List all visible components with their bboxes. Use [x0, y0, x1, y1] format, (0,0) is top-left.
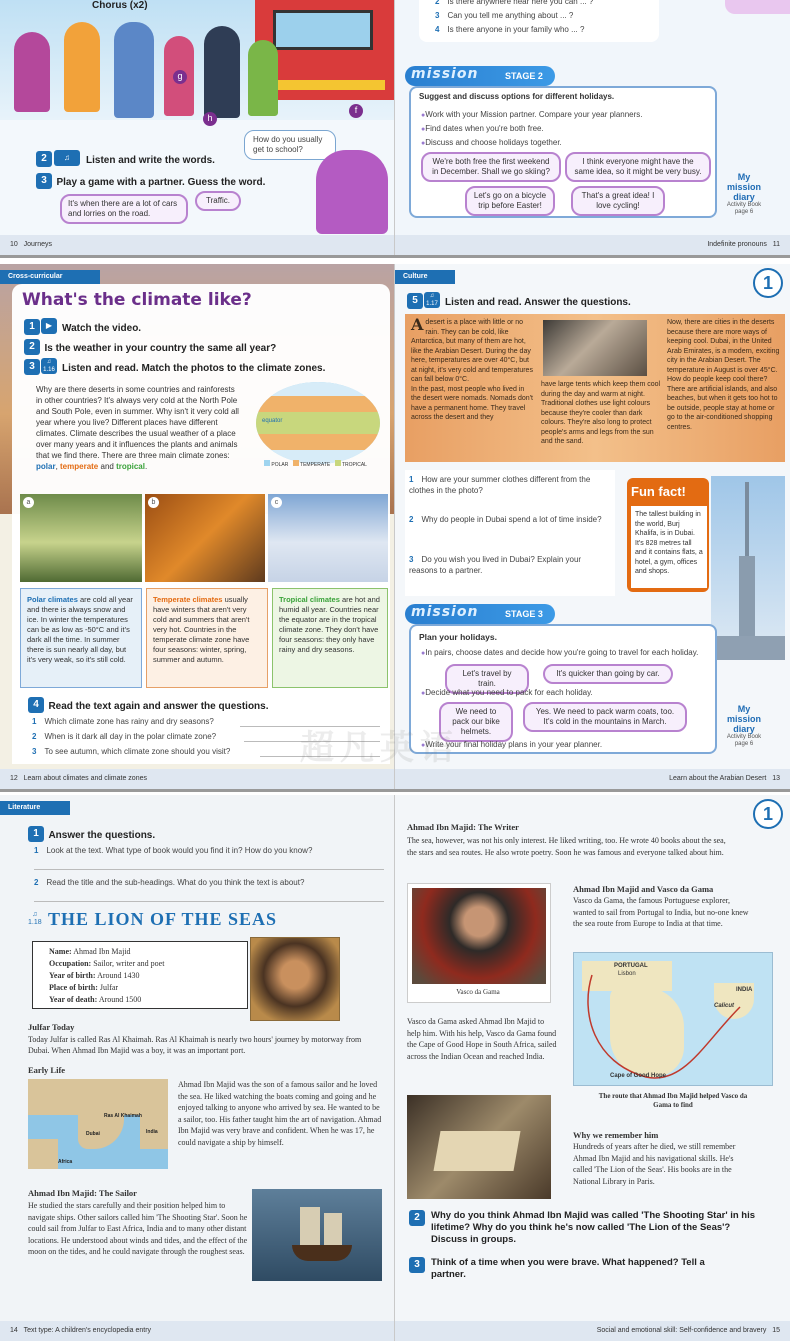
mission-stage-2-banner: [405, 66, 555, 86]
question-2: 2 Is there anywhere near here you can ... ?: [435, 0, 594, 6]
fact-box: [32, 941, 248, 1009]
page-number: 10: [10, 241, 18, 248]
route-label: Calicut: [714, 1003, 735, 1009]
mission-diary-badge: My mission diary Activity Book page 6: [726, 172, 762, 215]
spread-2: [0, 264, 790, 792]
nomads-photo: [543, 320, 647, 376]
question-4: 4 Is there anyone in your family who ... ?: [435, 25, 585, 34]
footer-left: [0, 235, 394, 255]
bubble-bicycle: Let's go on a bicycle trip before Easter!: [465, 186, 555, 216]
vdg-caption: Vasco da Gama: [456, 988, 500, 996]
bubble-busy: I think everyone might have the same idea, so it might be very busy.: [565, 152, 711, 182]
desert-text-col3: Now, there are cities in the deserts because there are more ways of keeping cool. Dubai, in the United Arab Emirates, is a modern, exciting city in the Arabian Desert. The temperature in August is over 45°C. How do people keep cool there? There are artificial islands, and also beaches, but when it gets too hot to be outside, people stay at home or go to the air-conditioned shopping centres.: [667, 319, 780, 431]
world-map-climate-zones: [256, 382, 380, 464]
map-label: India: [146, 1129, 158, 1135]
task-1: 1 Answer the questions.: [28, 825, 155, 843]
desert-text-col1: Adesert is a place with little or no rain. They can be cold, like Antarctica, but many of them are hot, like the Arabian Desert. During the day here, temperatures are over 40°C, but at night, it's very cold and temperatures can fall below 0°C. In the past, most people who lived in the desert were nomads. Nomads don't have a permanent home. They travel across the desert and they: [411, 315, 533, 421]
task-3: 3 ♫ 1.16 Listen and read. Match the photos to the climate zones.: [24, 358, 325, 376]
mission-bullet-3: ● Discuss and choose holidays together.: [421, 136, 562, 150]
route-label: INDIA: [736, 987, 753, 993]
tropical-box: Tropical climates are hot and humid all year. Countries near the equator are in the tropical climate zone. They don't have four seasons: they only have rainy and dry seasons.: [272, 588, 388, 688]
stage-label: STAGE 2: [505, 71, 543, 81]
page-12: [0, 264, 395, 789]
mission-stage-3-banner: [405, 604, 555, 624]
region-map: [28, 1079, 168, 1169]
mission-logo: mission: [411, 66, 479, 82]
task-5: 5 ♫ 1.17 Listen and read. Answer the questions.: [407, 292, 631, 310]
pink-corner: [725, 0, 790, 14]
route-label: Cape of Good Hope: [610, 1073, 666, 1079]
task-3-text: Listen and read. Match the photos to the climate zones.: [62, 363, 326, 374]
left-question-2: 2 When is it dark all day in the polar climate zone?: [32, 732, 217, 741]
footer-text: Journeys: [23, 241, 53, 248]
footer-text: Indefinite pronouns: [707, 241, 767, 248]
fun-fact-text: The tallest building in the world, Burj Khalifa, is in Dubai. It's 828 metres tall and it contains flats, a hotel, a gym, offices and shops.: [631, 506, 707, 588]
question-3: 3 Can you tell me anything about ... ?: [435, 11, 574, 20]
page-13: [395, 264, 790, 789]
fun-fact-box: [627, 478, 709, 592]
julfar-text: Today Julfar is called Ras Al Khaimah. Ras Al Khaimah is nearly two hours' journey by motorway from Dubai. When Ahmad Ibn Majid was a boy, it was an important port.: [28, 1035, 362, 1055]
bubble-coats: Yes. We need to pack warm coats, too. It's cold in the mountains in March.: [523, 702, 687, 732]
writer-text: The sea, however, was not his only interest. He liked writing, too. He wrote 40 books about the sea, the stars and sea routes. He also wrote poetry. Soon he was famous and everyone talked about him.: [407, 836, 726, 857]
map-label: Ras Al Khaimah: [104, 1113, 142, 1119]
vdg-text: Vasco da Gama, the famous Portuguese explorer, wanted to sail from Portugal to India, but no-one knew the sea route from Europe to India at that time.: [573, 896, 749, 928]
fun-fact-title: Fun fact!: [631, 484, 686, 499]
task-2-text: Why do you think Ahmad Ibn Majid was called 'The Shooting Star' in his lifetime? Why do you think he's now called 'The Lion of the Seas'? Discuss in groups.: [431, 1210, 756, 1245]
letter-g: g: [173, 70, 187, 84]
task-number: 2: [36, 151, 52, 167]
route-label: Lisbon: [618, 971, 636, 977]
title-audio-icon[interactable]: ♫ 1.18: [28, 911, 42, 926]
task-1-text: Answer the questions.: [48, 830, 156, 841]
footer-left: 14 Text type: A children's encyclopedia entry: [0, 1321, 394, 1341]
mission-bullet-3: ● Write your final holiday plans in your year planner.: [421, 738, 602, 752]
answer-question-2: 2 Read the title and the sub-headings. What do you think the text is about?: [34, 878, 305, 887]
letter-f: f: [349, 104, 363, 118]
task-1-text: Watch the video.: [62, 323, 142, 334]
watermark: 超凡英语: [300, 728, 460, 768]
footer-right: Social and emotional skill: Self-confidence and bravery 15: [395, 1321, 790, 1341]
plan-title: Plan your holidays.: [419, 632, 497, 642]
task-3-text: Play a game with a partner. Guess the word.: [56, 177, 266, 188]
mission-diary-badge: My mission diary Activity Book page 6: [726, 704, 762, 747]
character-illustration: [316, 150, 388, 234]
article-title: THE LION OF THE SEAS: [48, 909, 278, 929]
right-question-3: 3 Do you wish you lived in Dubai? Explain your reasons to a partner.: [409, 555, 582, 575]
page-15: [395, 795, 790, 1341]
sailor-heading: Ahmad Ibn Majid: The Sailor: [28, 1188, 137, 1198]
letter-h: h: [203, 112, 217, 126]
footer-text: Learn about climates and climate zones: [23, 775, 147, 782]
task-3: 3 Think of a time when you were brave. What happened? Tell a partner.: [409, 1257, 765, 1281]
mission-stage-2-box: [409, 86, 717, 218]
mission-logo: mission: [411, 604, 479, 620]
photo-b-autumn: b: [145, 494, 265, 582]
right-question-2: 2 Why do people in Dubai spend a lot of time inside?: [409, 515, 602, 524]
photo-c-snow: c: [268, 494, 388, 582]
photo-a-forest: a: [20, 494, 142, 582]
speech-bubble-school: How do you usually get to school?: [244, 130, 336, 160]
answer-question-1: 1 Look at the text. What type of book would you find it in? How do you know?: [34, 846, 313, 855]
page-title: What's the climate like?: [22, 290, 252, 310]
page-10: [0, 0, 395, 255]
burj-khalifa-photo: [711, 476, 785, 660]
video-icon[interactable]: ▶: [41, 318, 57, 334]
task-number: 3: [36, 173, 52, 189]
unit-1-badge: 1: [753, 268, 783, 298]
fact-death-year: Year of death: Around 1500: [49, 995, 142, 1004]
fact-birth-year: Year of birth: Around 1430: [49, 971, 140, 980]
bubble-train: Let's travel by train.: [445, 664, 529, 694]
spread-1: [0, 0, 790, 258]
early-life-text: Ahmad Ibn Majid was the son of a famous sailor and he loved the sea. He liked watching the boats coming and going and he enjoyed talking to anyone who arrived by sea. He wanted to be a sailor, too. His father taught him the art of navigation. Ahmad Ibn Majid was very brave and confident. When he was 17, he could navigate a ship by himself.: [178, 1080, 382, 1147]
map-label: Africa: [58, 1159, 73, 1165]
task-3: [36, 172, 265, 190]
equator-label: equator: [262, 418, 283, 424]
page-number: 11: [772, 241, 780, 248]
people-illustration: [14, 22, 284, 118]
bubble-cycling: That's a great idea! I love cycling!: [571, 186, 665, 216]
task-2: 2 Why do you think Ahmad Ibn Majid was called 'The Shooting Star' in his lifetime? Why do you think he's now called 'The Lion of the Seas'? Discuss in groups.: [409, 1210, 765, 1246]
page-14: [0, 795, 395, 1341]
map-legend: POLAR TEMPERATE TROPICAL: [264, 460, 367, 468]
remember-text: Hundreds of years after he died, we still remember Ahmad Ibn Majid and his navigational skills. He's called 'The Lion of the Seas'. His books are in the National Library in Paris.: [573, 1142, 736, 1186]
route-line: [574, 953, 774, 1087]
bubble-skiing: We're both free the first weekend in December. Shall we go skiing?: [421, 152, 561, 182]
remember-heading: Why we remember him: [573, 1130, 659, 1140]
task-2: [36, 150, 215, 168]
desert-text-col2: have large tents which keep them cool during the day and warm at night. Traditional clothes use light colours because they're cooler than dark colours. They're also long to protect people's arms and legs from the sun and the sand.: [541, 381, 661, 445]
writer-heading: Ahmad Ibn Majid: The Writer: [407, 822, 519, 832]
ship-image: [252, 1189, 382, 1281]
footer-left: 12 Learn about climates and climate zones: [0, 769, 394, 789]
right-question-1: 1 How are your summer clothes different from the clothes in the photo?: [409, 475, 591, 495]
mission-bullet-1: ● In pairs, choose dates and decide how you're going to travel for each holiday.: [421, 646, 717, 660]
footer-text: Text type: A children's encyclopedia entry: [23, 1327, 152, 1334]
questions-box: [419, 0, 659, 42]
footer-text: Social and emotional skill: Self-confidence and bravery: [596, 1327, 767, 1334]
footer-right: [395, 235, 790, 255]
audio-icon[interactable]: ♫ 1.17: [424, 292, 440, 308]
route-label: PORTUGAL: [614, 963, 648, 969]
vdg-text-2: Vasco da Gama asked Ahmad Ibn Majid to help him. With his help, Vasco da Gama found the Cape of Good Hope in South Africa, sailed across the Indian Ocean and reached India.: [407, 1017, 557, 1061]
fact-occupation: Occupation: Sailor, writer and poet: [49, 959, 165, 968]
task-5-text: Listen and read. Answer the questions.: [445, 297, 631, 308]
tag-literature: Literature: [0, 801, 70, 815]
speech-bubble-cars: It's when there are a lot of cars and lorries on the road.: [60, 194, 188, 224]
questions-panel: [405, 470, 615, 596]
task-1: 1 ▶ Watch the video.: [24, 318, 141, 336]
task-2-text: Listen and write the words.: [86, 155, 215, 166]
fact-birth-place: Place of birth: Julfar: [49, 983, 119, 992]
vdg-heading: Ahmad Ibn Majid and Vasco da Gama: [573, 884, 714, 894]
julfar-heading: Julfar Today: [28, 1022, 75, 1032]
portrait-ahmad: [250, 937, 340, 1021]
task-4-text: Read the text again and answer the questions.: [48, 701, 269, 712]
page-11: [395, 0, 790, 255]
unit-1-badge: 1: [753, 799, 783, 829]
temperate-box: Temperate climates usually have winters that aren't very cold and summers that aren't very hot. Countries in the temperate climate zone have four seasons: winter, spring, summer and autumn.: [146, 588, 268, 688]
vasco-da-gama-portrait: [407, 883, 551, 1003]
chorus-label: Chorus (x2): [92, 0, 148, 11]
task-4: 4 Read the text again and answer the questions.: [28, 696, 269, 714]
route-caption: The route that Ahmad Ibn Majid helped Vasco da Gama to find: [598, 1092, 748, 1109]
route-map: [573, 952, 773, 1086]
sailor-text: He studied the stars carefully and their position helped him to navigate ships. Other sailors called him 'The Shooting Star'. Soon he could sail from Julfar to East Africa, India and to many other distant locations. He understood about winds and tides, and the effect of the moon on the tides, and he could navigate through the roughest seas.: [28, 1201, 248, 1256]
audio-icon[interactable]: ♫ 1.16: [41, 358, 57, 374]
fact-name: Name: Ahmad Ibn Majid: [49, 947, 131, 956]
bubble-car: It's quicker than going by car.: [543, 664, 673, 684]
left-question-1: 1 Which climate zone has rainy and dry seasons?: [32, 717, 214, 726]
polar-box: Polar climates are cold all year and there is always snow and ice. In winter the temperatures can be as low as -50°C and it's dark all the time. In summer there is sun nearly all day, but it's very weak, so it's still cold.: [20, 588, 142, 688]
early-life-heading: Early Life: [28, 1065, 66, 1075]
tag-cross-curricular: Cross-curricular: [0, 270, 100, 284]
speech-bubble-traffic: Traffic.: [195, 191, 241, 211]
task-2-text: Is the weather in your country the same all year?: [44, 343, 277, 354]
tag-culture: Culture: [395, 270, 455, 284]
stage-label: STAGE 3: [505, 609, 543, 619]
books-image: [407, 1095, 551, 1199]
left-question-3: 3 To see autumn, which climate zone should you visit?: [32, 747, 231, 756]
footer-text: Learn about the Arabian Desert: [669, 775, 767, 782]
mission-intro: Suggest and discuss options for different holidays.: [419, 92, 615, 101]
spread-3: [0, 795, 790, 1341]
intro-text: Why are there deserts in some countries and rainforests in other countries? It's always very cold at the North Pole and South Pole, even in summer. Why isn't it very cold all year where you live? Different places have different climates. Climate describes the usual weather of a place over many years and it influences the plants and animals that we find there. There are three main climate zones: polar, temperate and tropical.: [36, 385, 239, 471]
map-label: Dubai: [86, 1131, 100, 1137]
footer-right: Learn about the Arabian Desert 13: [395, 769, 790, 789]
desert-panel: [405, 314, 785, 462]
mission-bullet-2: ● Find dates when you're both free.: [421, 122, 544, 136]
task-2: 2 Is the weather in your country the same all year?: [24, 338, 276, 356]
mission-bullet-2: ● Decide what you need to pack for each holiday.: [421, 686, 593, 700]
mission-bullet-1: ● Work with your Mission partner. Compare your year planners.: [421, 108, 643, 122]
bubble-helmets: We need to pack our bike helmets.: [439, 702, 513, 742]
audio-icon[interactable]: ♫: [54, 150, 80, 166]
task-3-text: Think of a time when you were brave. What happened? Tell a partner.: [431, 1257, 705, 1280]
